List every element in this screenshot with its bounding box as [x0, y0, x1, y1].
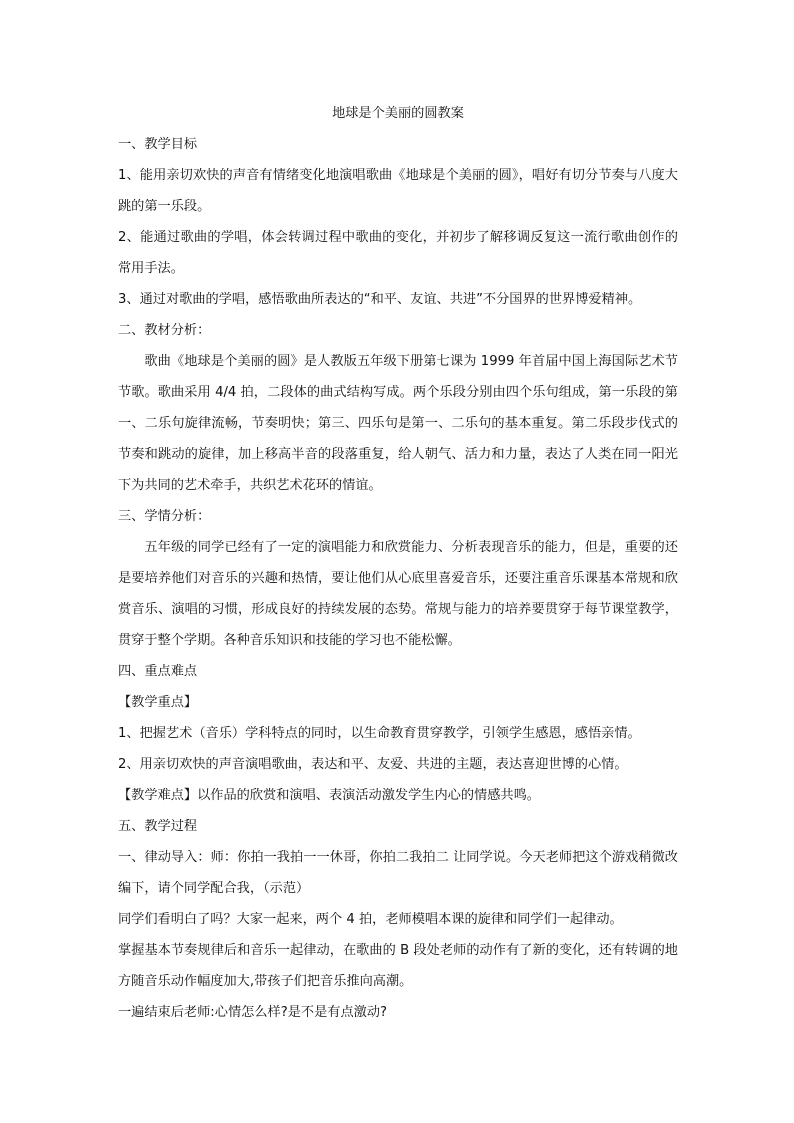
paragraph: 四、重点难点	[118, 664, 198, 679]
paragraph: 一遍结束后老师:心情怎么样?是不是有点激动?	[118, 1005, 388, 1020]
paragraph: 同学们看明白了吗？大家一起来，两个 4 拍，老师模唱本课的旋律和同学们一起律动。	[118, 912, 623, 927]
paragraph: 歌曲《地球是个美丽的圆》是人教版五年级下册第七课为 1999 年首届中国上海国际艺术节节歌。歌曲采用 4/4 拍，二段体的曲式结构写成。两个乐段分别由四个乐句组成，第一乐段的第一、二乐句旋律流畅，节奏明快；第三、四乐句是第一、二乐句的基本重复。第二乐段步伐式的节奏和跳动的旋律，加上移高半音的段落重复，给人朝气、活力和力量，表达了人类在同一阳光下为共同的艺术牵手，共织艺术花环的情谊。	[118, 354, 678, 493]
paragraph: 一、律动导入：师：你拍一我拍一一休哥，你拍二我拍二 让同学说。今天老师把这个游戏稍微改编下，请个同学配合我，（示范）	[118, 850, 678, 896]
paragraph: 五年级的同学已经有了一定的演唱能力和欣赏能力、分析表现音乐的能力，但是，重要的还是要培养他们对音乐的兴趣和热情，要让他们从心底里喜爱音乐，还要注重音乐课基本常规和欣赏音乐、演唱的习惯，形成良好的持续发展的态势。常规与能力的培养要贯穿于每节课堂教学，贯穿于整个学期。各种音乐知识和技能的学习也不能松懈。	[118, 540, 678, 648]
paragraph: 1、把握艺术（音乐）学科特点的同时，以生命教育贯穿教学，引领学生感恩，感悟亲情。	[118, 726, 641, 741]
paragraph: 掌握基本节奏规律后和音乐一起律动，在歌曲的 B 段处老师的动作有了新的变化，还有转调的地方随音乐动作幅度加大,带孩子们把音乐推向高潮。	[118, 943, 678, 989]
paragraph: 二、教材分析：	[118, 323, 211, 338]
paragraph: 3、通过对歌曲的学唱，感悟歌曲所表达的“和平、友谊、共进”不分国界的世界博爱精神。	[118, 292, 642, 307]
paragraph: 1、能用亲切欢快的声音有情绪变化地演唱歌曲《地球是个美丽的圆》，唱好有切分节奏与八度大跳的第一乐段。	[118, 168, 678, 214]
document-title: 地球是个美丽的圆教案	[332, 106, 464, 121]
paragraph: 一、教学目标	[118, 137, 198, 152]
paragraph: 三、学情分析：	[118, 509, 211, 524]
document-body	[118, 100, 678, 1028]
paragraph: 【教学重点】	[118, 695, 198, 710]
paragraph: 2、用亲切欢快的声音演唱歌曲，表达和平、友爱、共进的主题，表达喜迎世博的心情。	[118, 757, 628, 772]
paragraph: 五、教学过程	[118, 819, 198, 834]
paragraph-list	[118, 129, 678, 1028]
paragraph: 【教学难点】以作品的欣赏和演唱、表演活动激发学生内心的情感共鸣。	[118, 788, 540, 803]
paragraph: 2、能通过歌曲的学唱，体会转调过程中歌曲的变化，并初步了解移调反复这一流行歌曲创作的常用手法。	[118, 230, 678, 276]
